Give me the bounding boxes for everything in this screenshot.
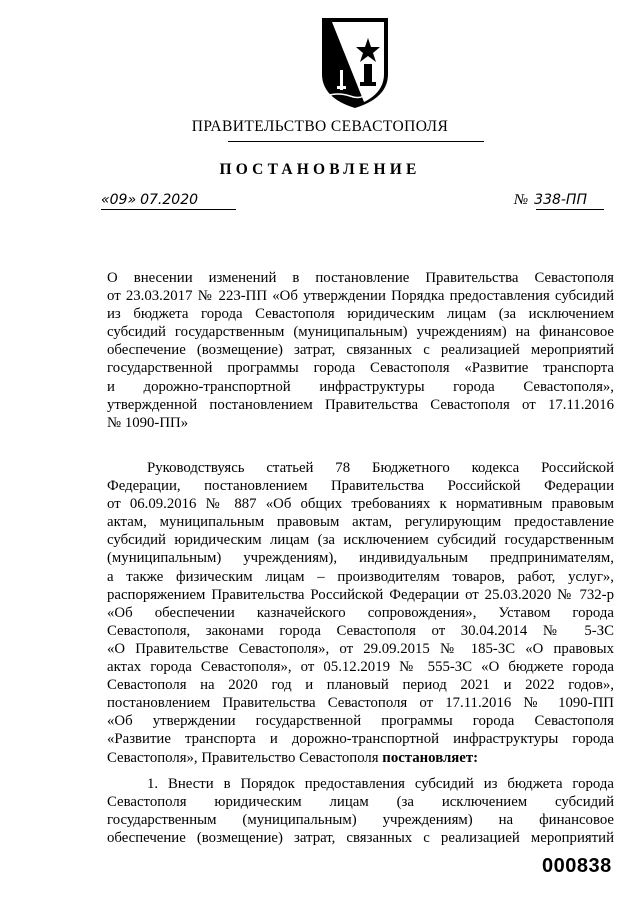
document-date (101, 191, 236, 213)
document-subject (107, 269, 614, 432)
subject-line: из бюджета города Севастополя юридическим лицам (за исключением (107, 306, 614, 323)
clause-line: обеспечение (возмещение) затрат, связанных с реализацией мероприятий (107, 830, 614, 847)
number-sign: № (514, 192, 529, 208)
basis-line: постановлением Правительства Севастополя от 17.11.2016 № 1090-ПП (107, 695, 614, 712)
date-close-quote: » (127, 192, 137, 208)
date-month-year: 07.2020 (140, 192, 199, 208)
clause-line: Севастополя юридическим лицам (за исключением субсидий (107, 794, 614, 811)
basis-line: актах города Севастополя», от 05.12.2019 № 555-ЗС «О бюджете города (107, 659, 614, 676)
basis-line: Севастополя, законами города Севастополя от 30.04.2014 № 5-ЗС (107, 622, 614, 639)
basis-line: Руководствуясь статьей 78 Бюджетного кодекса Российской (147, 460, 614, 476)
basis-line: от 06.09.2016 № 887 «Об общих требованиях к нормативным правовым (107, 496, 614, 513)
subject-line: и дорожно-транспортной инфраструктуры города Севастополя», (107, 378, 614, 395)
date-underline (101, 209, 236, 210)
subject-line: обеспечение (возмещение) затрат, связанных с реализацией мероприятий (107, 342, 614, 359)
document-number (514, 191, 604, 213)
basis-line: «О Правительстве Севастополя», от 29.09.2015 № 185-ЗС «О правовых (107, 640, 614, 657)
organization-name: ПРАВИТЕЛЬСТВО СЕВАСТОПОЛЯ (191, 118, 449, 135)
basis-line: а также физическим лицам – производителям товаров, работ, услуг», (107, 568, 614, 585)
subject-line: субсидий государственным (муниципальным) учреждениям) на финансовое (107, 324, 614, 341)
basis-line: «Развитие транспорта и дорожно-транспортной инфраструктуры города (107, 731, 614, 748)
clause-1-paragraph (107, 775, 614, 847)
subject-line: О внесении изменений в постановление Правительства Севастополя (107, 270, 614, 286)
subject-line: от 23.03.2017 № 223-ПП «Об утверждении Порядка предоставления субсидий (107, 288, 614, 305)
basis-line: актам, муниципальным правовым актам, регулирующим предоставление (107, 514, 614, 531)
form-serial-number: 000838 (542, 855, 612, 877)
number-value: 338-ПП (534, 192, 587, 208)
clause-line: 1. Внести в Порядок предоставления субсидий из бюджета города (147, 776, 614, 792)
basis-line: «Об утверждении государственной программы города Севастополя (107, 713, 614, 730)
clause-line: государственным (муниципальным) учреждениям) на финансовое (107, 812, 614, 829)
number-underline (536, 209, 604, 210)
basis-final-text: Севастополя», Правительство Севастополя (107, 749, 383, 766)
basis-final-line (107, 749, 614, 767)
basis-line: субсидий юридическим лицам (за исключением субсидий государственным (107, 532, 614, 549)
legal-basis-paragraph (107, 459, 614, 767)
document-type-title: ПОСТАНОВЛЕНИЕ (219, 161, 421, 178)
basis-line: (муниципальным) учреждениям), индивидуальным предпринимателям, (107, 550, 614, 567)
date-open-quote: « (101, 192, 110, 208)
subject-line: № 1090-ПП» (107, 414, 189, 431)
date-day: 09 (109, 192, 128, 208)
basis-line: распоряжением Правительства Российской Федерации от 25.03.2020 № 732-р (107, 586, 614, 603)
basis-line: Федерации, постановлением Правительства Российской Федерации (107, 478, 614, 495)
basis-line: Севастополя на 2020 год и плановый период 2021 и 2022 годов», (107, 677, 614, 694)
resolves-keyword: постановляет: (382, 749, 479, 766)
subject-line: утвержденной постановлением Правительства Севастополя от 17.11.2016 (107, 396, 614, 413)
sevastopol-emblem-icon (318, 12, 392, 110)
basis-line: «Об обеспечении казначейского сопровождения», Уставом города (107, 604, 614, 621)
subject-line: государственной программы города Севастополя «Развитие транспорта (107, 360, 614, 377)
organization-underline (228, 141, 484, 142)
